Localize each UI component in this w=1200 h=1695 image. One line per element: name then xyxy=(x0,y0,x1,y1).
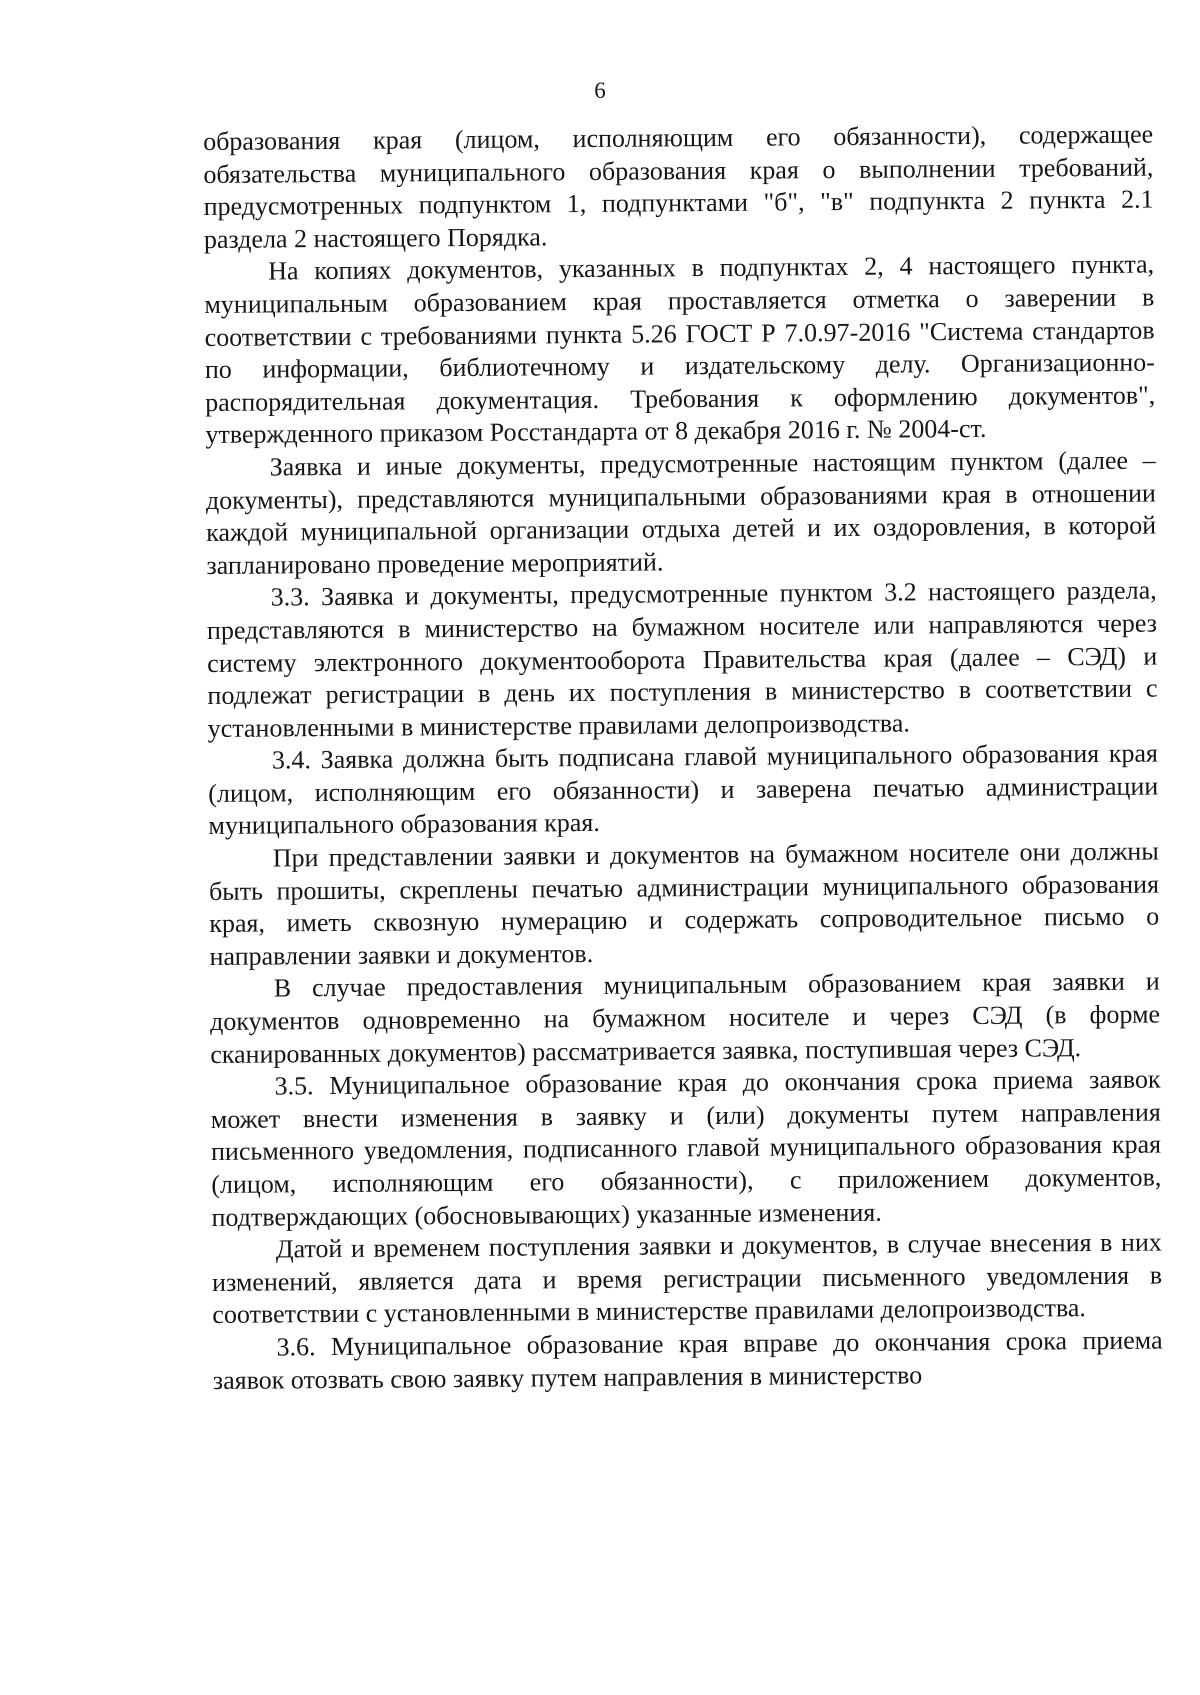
paragraph-date-of-receipt: Датой и временем поступления заявки и документов, в случае внесения в них изменений, является дата и время регистрации письменного уведомления в соответствии с установленными в министерстве правилами делопроизводства. xyxy=(211,1227,1163,1330)
paragraph-dual-submission: В случае предоставления муниципальным образованием края заявки и документов одновременно на бумажном носителе и через СЭД (в форме сканированных документов) рассматривается заявка, поступившая через СЭД. xyxy=(209,966,1161,1069)
paragraph-clause-3-3: 3.3. Заявка и документы, предусмотренные пунктом 3.2 настоящего раздела, представляются в министерство на бумажном носителе или направляются через систему электронного документооборота Правительства края (далее – СЭД) и подлежат регистрации в день их поступления в министерство в соответствии с установленными в министерстве правилами делопроизводства. xyxy=(206,575,1158,743)
paragraph-clause-3-6: 3.6. Муниципальное образование края вправе до окончания срока приема заявок отозвать свою заявку путем направления в министерство xyxy=(212,1325,1163,1395)
paragraph-clause-3-5: 3.5. Муниципальное образование края до окончания срока приема заявок может внести изменения в заявку и (или) документы путем направления письменного уведомления, подписанного главой муниципального образования края (лицом, исполняющим его обязанности), с приложением документов, подтверждающих (обосновывающих) указанные изменения. xyxy=(210,1064,1162,1232)
paragraph-paper-submission: При представлении заявки и документов на бумажном носителе они должны быть прошиты, скреплены печатью администрации муниципального образования края, иметь сквозную нумерацию и содержать сопроводительное письмо о направлении заявки и документов. xyxy=(208,836,1160,971)
paragraph-continuation: образования края (лицом, исполняющим его обязанности), содержащее обязательства муниципального образования края о выполнении требований, предусмотренных подпунктом 1, подпунктами "б", "в" подпункта 2 пункта 2.1 раздела 2 настоящего Порядка. xyxy=(203,119,1154,254)
paragraph-application-documents: Заявка и иные документы, предусмотренные настоящим пунктом (далее – документы), представляются муниципальными образованиями края в отношении каждой муниципальной организации отдыха детей и их оздоровления, в которой запланировано проведение мероприятий. xyxy=(205,445,1157,580)
paragraph-clause-3-4: 3.4. Заявка должна быть подписана главой муниципального образования края (лицом, исполняющим его обязанности) и заверена печатью администрации муниципального образования края. xyxy=(208,738,1159,841)
document-body xyxy=(203,119,1163,1398)
paragraph-copies-certification: На копиях документов, указанных в подпунктах 2, 4 настоящего пункта, муниципальным образованием края проставляется отметка о заверении в соответствии с требованиями пункта 5.26 ГОСТ Р 7.0.97-2016 "Система стандартов по информации, библиотечному и издательскому делу. Организационно-распорядительная документация. Требования к оформлению документов", утвержденного приказом Росстандарта от 8 декабря 2016 г. № 2004-ст. xyxy=(204,249,1156,450)
page-number: 6 xyxy=(594,78,606,103)
